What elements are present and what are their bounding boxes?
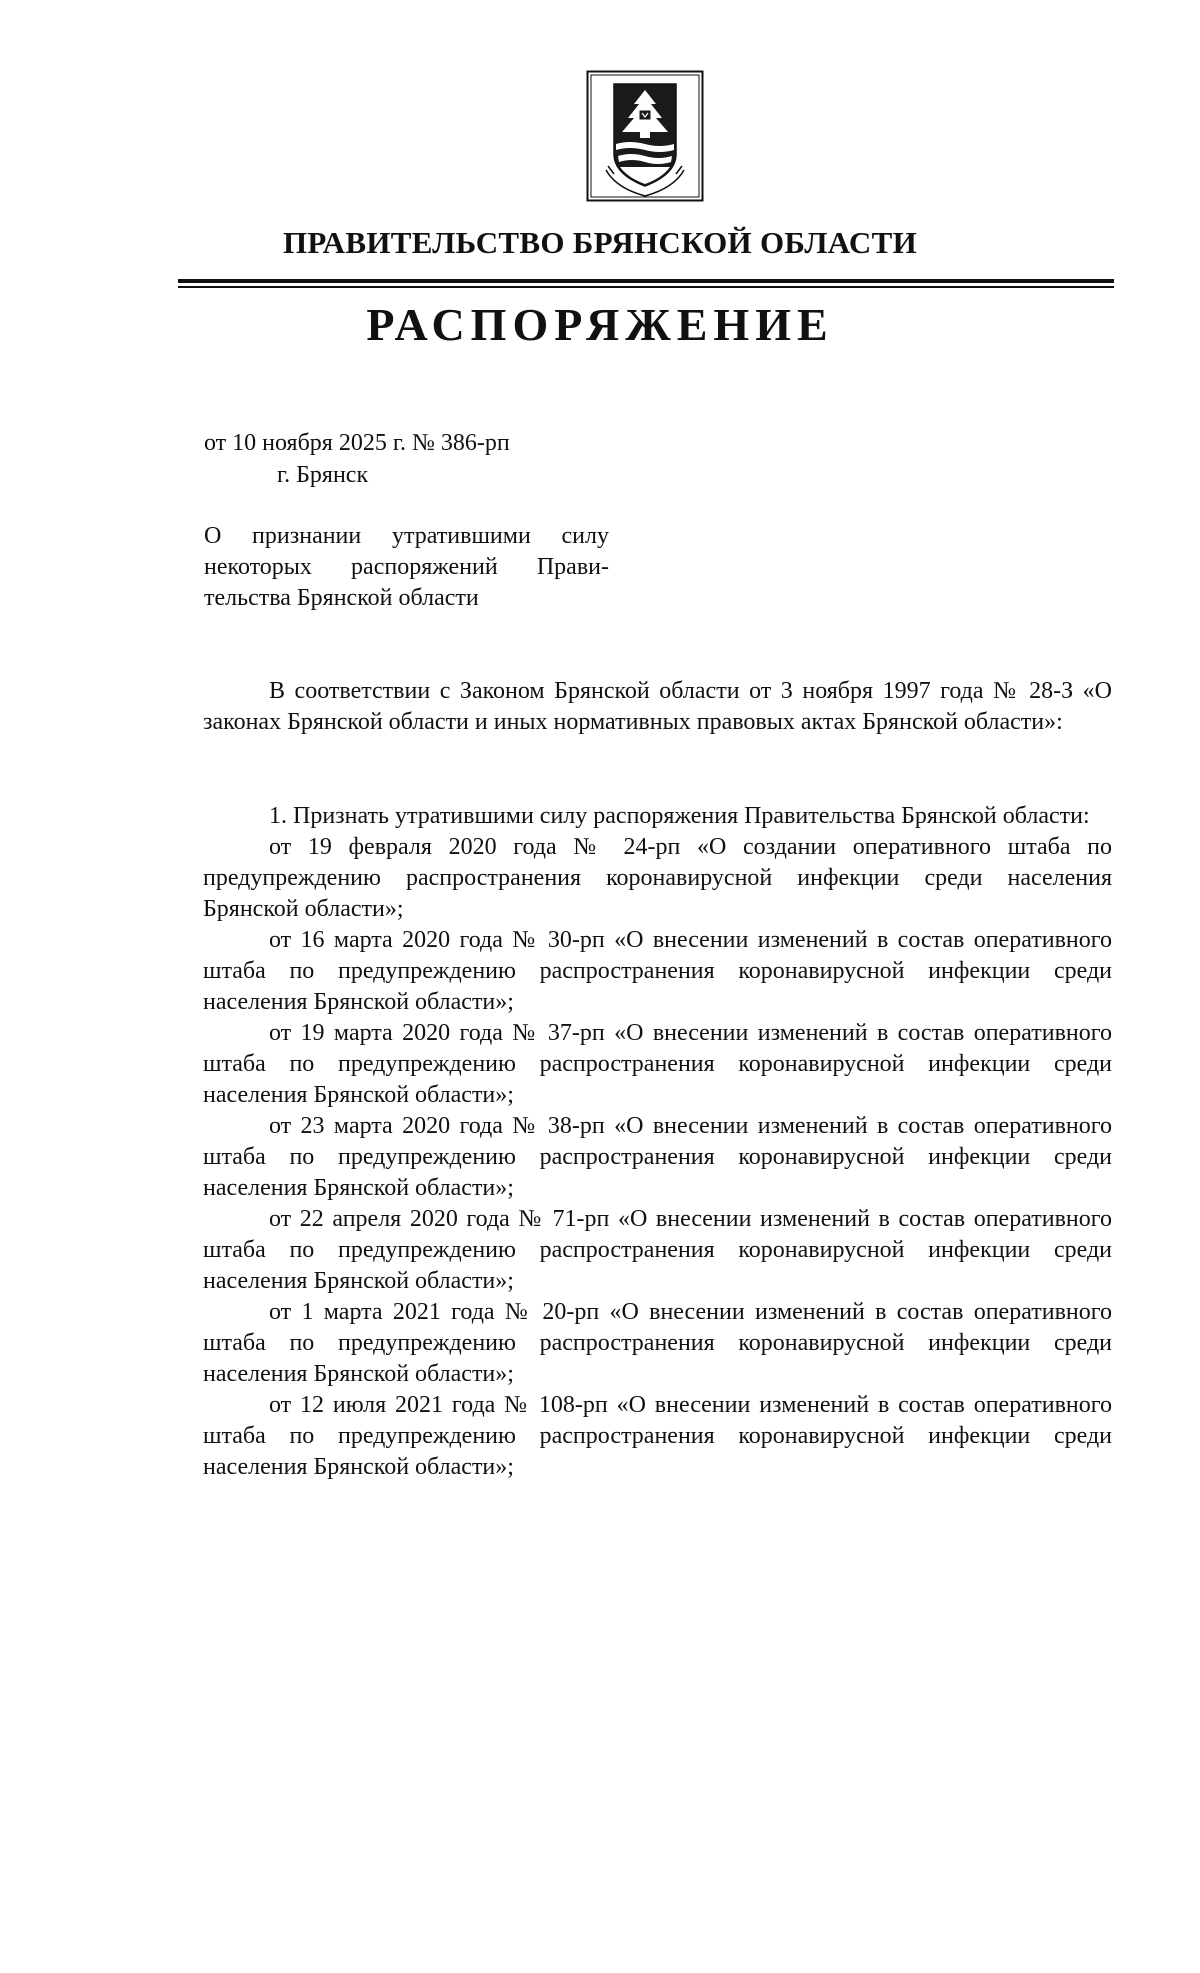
- repealed-order-item: от 23 марта 2020 года № 38-рп «О внесении изменений в состав оперативного штаба по предупреждению распространения коронавирусной инфекции среди населения Брянской области»;: [203, 1113, 1112, 1201]
- preamble-paragraph: В соответствии с Законом Брянской области от 3 ноября 1997 года № 28-З «О законах Брянской области и иных нормативных правовых актах Брянской области»:: [203, 678, 1112, 735]
- bryansk-coat-of-arms-icon: [586, 70, 704, 202]
- header-divider-thin: [178, 286, 1114, 288]
- subject-line: тельства Брянской области: [204, 585, 479, 611]
- document-type-title: РАСПОРЯЖЕНИЕ: [366, 299, 834, 350]
- preamble-block: [203, 676, 1112, 738]
- subject-line: некоторых распоряжений Прави-: [204, 554, 609, 580]
- date-number-line: от 10 ноября 2025 г. № 386-рп: [204, 430, 510, 456]
- place-line: г. Брянск: [277, 462, 369, 488]
- subject-line: О признании утратившими силу: [204, 523, 609, 549]
- repealed-order-item: от 22 апреля 2020 года № 71-рп «О внесении изменений в состав оперативного штаба по предупреждению распространения коронавирусной инфекции среди населения Брянской области»;: [203, 1206, 1112, 1294]
- repealed-order-item: от 1 марта 2021 года № 20-рп «О внесении изменений в состав оперативного штаба по предупреждению распространения коронавирусной инфекции среди населения Брянской области»;: [203, 1299, 1112, 1387]
- header-divider-thick: [178, 279, 1114, 283]
- repealed-order-item: от 12 июля 2021 года № 108-рп «О внесении изменений в состав оперативного штаба по предупреждению распространения коронавирусной инфекции среди населения Брянской области»;: [203, 1392, 1112, 1480]
- organization-title: ПРАВИТЕЛЬСТВО БРЯНСКОЙ ОБЛАСТИ: [282, 225, 918, 260]
- repealed-order-item: от 19 марта 2020 года № 37-рп «О внесении изменений в состав оперативного штаба по предупреждению распространения коронавирусной инфекции среди населения Брянской области»;: [203, 1020, 1112, 1108]
- item-1-block: [203, 801, 1112, 1483]
- document-subject: [204, 521, 609, 614]
- repealed-order-item: от 16 марта 2020 года № 30-рп «О внесении изменений в состав оперативного штаба по предупреждению распространения коронавирусной инфекции среди населения Брянской области»;: [203, 927, 1112, 1015]
- repealed-order-item: от 19 февраля 2020 года № 24-рп «О создании оперативного штаба по предупреждению распространения коронавирусной инфекции среди населения Брянской области»;: [203, 834, 1112, 922]
- item-1-intro: 1. Признать утратившими силу распоряжения Правительства Брянской области:: [269, 803, 1090, 829]
